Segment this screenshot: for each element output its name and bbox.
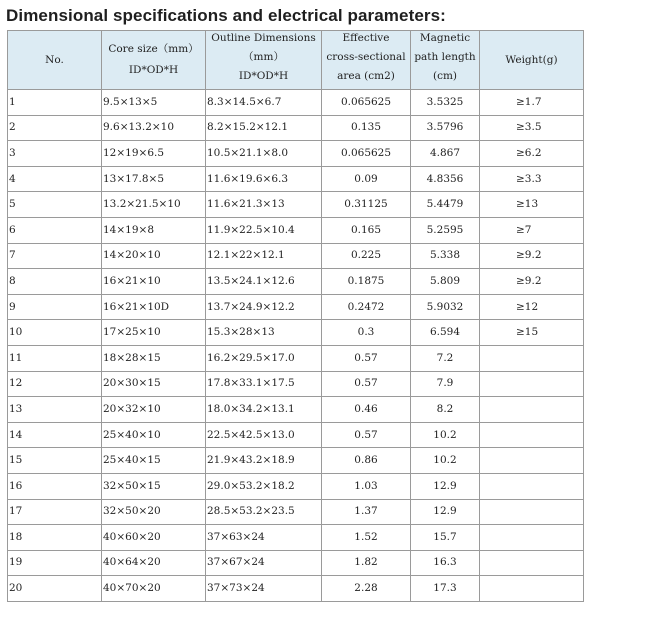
cell-no: 5 [8,192,102,218]
cell-core-size: 17×25×10 [102,320,206,346]
cell-no: 17 [8,499,102,525]
cell-magnetic-path: 5.4479 [411,192,480,218]
cell-effective-area: 1.37 [322,499,411,525]
cell-weight [480,499,584,525]
cell-effective-area: 0.57 [322,422,411,448]
cell-weight: ≥9.2 [480,269,584,295]
cell-weight [480,371,584,397]
cell-weight [480,422,584,448]
cell-weight: ≥13 [480,192,584,218]
cell-core-size: 12×19×6.5 [102,141,206,167]
cell-weight [480,576,584,602]
cell-outline-dimensions: 17.8×33.1×17.5 [206,371,322,397]
cell-effective-area: 1.82 [322,550,411,576]
cell-outline-dimensions: 11.9×22.5×10.4 [206,217,322,243]
cell-weight: ≥12 [480,294,584,320]
table-row [8,525,584,551]
cell-effective-area: 0.3 [322,320,411,346]
table-row [8,397,584,423]
cell-no: 14 [8,422,102,448]
cell-core-size: 14×20×10 [102,243,206,269]
header-core-size: Core size（mm） ID*OD*H [102,31,206,90]
table-row [8,166,584,192]
cell-core-size: 9.5×13×5 [102,90,206,116]
cell-effective-area: 0.09 [322,166,411,192]
table-row [8,473,584,499]
cell-no: 20 [8,576,102,602]
cell-effective-area: 0.1875 [322,269,411,295]
table-row [8,115,584,141]
cell-magnetic-path: 16.3 [411,550,480,576]
header-effective-area: Effective cross-sectional area (cm2) [322,31,411,90]
cell-weight [480,345,584,371]
cell-magnetic-path: 4.867 [411,141,480,167]
header-magnetic-path: Magnetic path length (cm) [411,31,480,90]
cell-magnetic-path: 4.8356 [411,166,480,192]
cell-magnetic-path: 5.9032 [411,294,480,320]
cell-no: 2 [8,115,102,141]
cell-outline-dimensions: 37×67×24 [206,550,322,576]
cell-magnetic-path: 15.7 [411,525,480,551]
cell-effective-area: 1.03 [322,473,411,499]
cell-magnetic-path: 7.2 [411,345,480,371]
cell-effective-area: 0.065625 [322,141,411,167]
header-no: No. [8,31,102,90]
table-row [8,269,584,295]
table-row [8,294,584,320]
cell-outline-dimensions: 28.5×53.2×23.5 [206,499,322,525]
cell-magnetic-path: 5.809 [411,269,480,295]
cell-effective-area: 0.135 [322,115,411,141]
cell-no: 19 [8,550,102,576]
cell-effective-area: 0.57 [322,345,411,371]
cell-weight: ≥15 [480,320,584,346]
cell-core-size: 40×70×20 [102,576,206,602]
cell-magnetic-path: 7.9 [411,371,480,397]
cell-core-size: 40×60×20 [102,525,206,551]
cell-magnetic-path: 8.2 [411,397,480,423]
cell-outline-dimensions: 29.0×53.2×18.2 [206,473,322,499]
spec-table [7,30,584,602]
cell-outline-dimensions: 11.6×19.6×6.3 [206,166,322,192]
cell-weight [480,473,584,499]
cell-magnetic-path: 5.2595 [411,217,480,243]
table-row [8,320,584,346]
cell-weight [480,397,584,423]
cell-core-size: 20×32×10 [102,397,206,423]
cell-effective-area: 0.225 [322,243,411,269]
cell-core-size: 13.2×21.5×10 [102,192,206,218]
cell-effective-area: 0.46 [322,397,411,423]
cell-no: 10 [8,320,102,346]
cell-no: 11 [8,345,102,371]
cell-no: 12 [8,371,102,397]
cell-outline-dimensions: 12.1×22×12.1 [206,243,322,269]
cell-effective-area: 0.57 [322,371,411,397]
cell-magnetic-path: 3.5796 [411,115,480,141]
cell-no: 18 [8,525,102,551]
table-row [8,499,584,525]
table-row [8,550,584,576]
table-row [8,217,584,243]
cell-effective-area: 1.52 [322,525,411,551]
table-header-row [8,31,584,90]
cell-outline-dimensions: 13.7×24.9×12.2 [206,294,322,320]
cell-outline-dimensions: 10.5×21.1×8.0 [206,141,322,167]
cell-no: 7 [8,243,102,269]
cell-magnetic-path: 5.338 [411,243,480,269]
cell-magnetic-path: 17.3 [411,576,480,602]
table-row [8,243,584,269]
cell-outline-dimensions: 37×73×24 [206,576,322,602]
cell-no: 1 [8,90,102,116]
cell-weight: ≥7 [480,217,584,243]
cell-core-size: 18×28×15 [102,345,206,371]
cell-weight: ≥9.2 [480,243,584,269]
cell-core-size: 16×21×10D [102,294,206,320]
cell-outline-dimensions: 13.5×24.1×12.6 [206,269,322,295]
cell-weight [480,525,584,551]
table-row [8,448,584,474]
cell-no: 6 [8,217,102,243]
cell-core-size: 32×50×15 [102,473,206,499]
table-row [8,576,584,602]
cell-effective-area: 2.28 [322,576,411,602]
cell-core-size: 40×64×20 [102,550,206,576]
cell-weight: ≥3.5 [480,115,584,141]
cell-no: 4 [8,166,102,192]
cell-magnetic-path: 6.594 [411,320,480,346]
cell-outline-dimensions: 11.6×21.3×13 [206,192,322,218]
header-outline-dimensions: Outline Dimensions （mm） ID*OD*H [206,31,322,90]
cell-weight [480,448,584,474]
cell-core-size: 25×40×10 [102,422,206,448]
cell-outline-dimensions: 8.3×14.5×6.7 [206,90,322,116]
cell-outline-dimensions: 16.2×29.5×17.0 [206,345,322,371]
cell-no: 8 [8,269,102,295]
table-row [8,192,584,218]
cell-no: 15 [8,448,102,474]
cell-weight: ≥1.7 [480,90,584,116]
cell-outline-dimensions: 37×63×24 [206,525,322,551]
cell-no: 9 [8,294,102,320]
cell-effective-area: 0.2472 [322,294,411,320]
table-row [8,422,584,448]
table-row [8,141,584,167]
page-title: Dimensional specifications and electrical parameters: [6,6,446,25]
cell-outline-dimensions: 22.5×42.5×13.0 [206,422,322,448]
cell-magnetic-path: 12.9 [411,499,480,525]
cell-core-size: 32×50×20 [102,499,206,525]
cell-no: 16 [8,473,102,499]
cell-magnetic-path: 10.2 [411,422,480,448]
cell-weight: ≥3.3 [480,166,584,192]
cell-magnetic-path: 10.2 [411,448,480,474]
table-row [8,90,584,116]
table-row [8,371,584,397]
cell-core-size: 14×19×8 [102,217,206,243]
cell-effective-area: 0.165 [322,217,411,243]
cell-outline-dimensions: 15.3×28×13 [206,320,322,346]
table-row [8,345,584,371]
cell-no: 13 [8,397,102,423]
cell-effective-area: 0.86 [322,448,411,474]
cell-outline-dimensions: 18.0×34.2×13.1 [206,397,322,423]
cell-outline-dimensions: 21.9×43.2×18.9 [206,448,322,474]
cell-core-size: 25×40×15 [102,448,206,474]
cell-no: 3 [8,141,102,167]
cell-core-size: 9.6×13.2×10 [102,115,206,141]
cell-outline-dimensions: 8.2×15.2×12.1 [206,115,322,141]
cell-core-size: 20×30×15 [102,371,206,397]
cell-effective-area: 0.065625 [322,90,411,116]
cell-weight: ≥6.2 [480,141,584,167]
cell-magnetic-path: 3.5325 [411,90,480,116]
cell-effective-area: 0.31125 [322,192,411,218]
cell-core-size: 16×21×10 [102,269,206,295]
cell-weight [480,550,584,576]
cell-core-size: 13×17.8×5 [102,166,206,192]
header-weight: Weight(g) [480,31,584,90]
cell-magnetic-path: 12.9 [411,473,480,499]
